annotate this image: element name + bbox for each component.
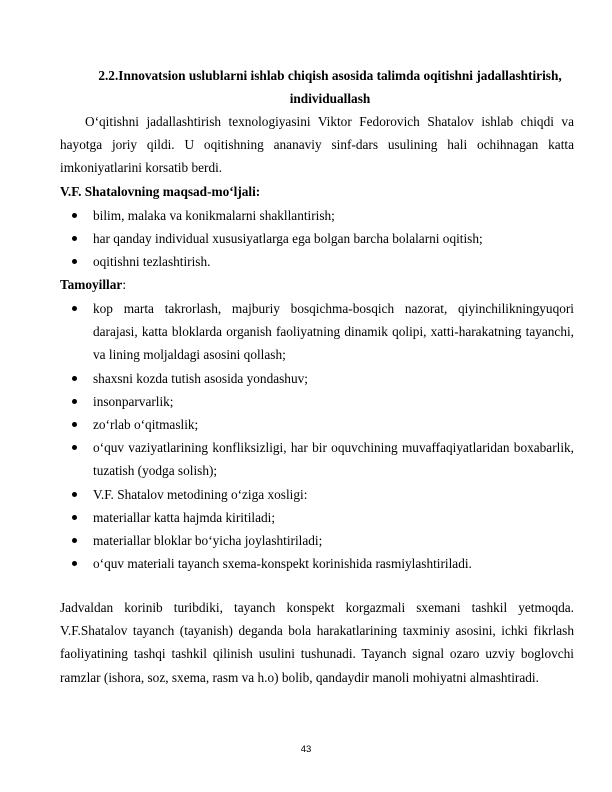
principle-text: materiallar bloklar bo‘yicha joylashtiriladi;: [93, 533, 323, 549]
principle-text: o‘quv materiali tayanch sxema-konspekt korinishida rasmiylashtiriladi.: [93, 556, 472, 572]
list-item: [60, 367, 574, 390]
goals-list: [60, 204, 574, 274]
bullet-icon: [72, 561, 77, 566]
bullet-icon: [72, 399, 77, 404]
bullet-icon: [72, 538, 77, 543]
goal-text: bilim, malaka va konikmalarni shakllantirish;: [93, 208, 335, 223]
page-number: 43: [300, 744, 312, 755]
list-item: [60, 436, 574, 482]
bullet-icon: [72, 376, 77, 381]
bullet-icon: [72, 306, 77, 311]
list-item: [60, 483, 574, 506]
list-item: [60, 390, 574, 413]
principle-text: V.F. Shatalov metodining o‘ziga xosligi:: [93, 486, 308, 502]
intro-paragraph: O‘qitishni jadallashtirish texnologiyasini Viktor Fedorovich Shatalov ishlab chiqdi va hayotga joriy qildi. U oqitishning ananaviy sinf-dars usulining hali ochihnagan katta imkoniyatlarini korsatib berdi.: [60, 114, 574, 176]
bullet-icon: [72, 236, 77, 241]
principle-text: materiallar katta hajmda kiritiladi;: [93, 509, 276, 525]
principles-title: Tamoyillar: [60, 277, 123, 292]
list-item: [60, 529, 574, 552]
goal-text: har qanday individual xususiyatlarga ega bolgan barcha bolalarni oqitish;: [93, 231, 483, 247]
bullet-icon: [72, 492, 77, 497]
goal-text: oqitishni tezlashtirish.: [93, 254, 211, 270]
bullet-icon: [72, 445, 77, 450]
bullet-icon: [72, 259, 77, 264]
bullet-icon: [72, 213, 77, 218]
list-item: [60, 297, 574, 367]
principle-text: o‘quv vaziyatlarining konfliksizligi, har bir oquvchining muvaffaqiyatlaridan boxabarlik, tuzatish (yodga solish);: [93, 440, 574, 479]
list-item: [60, 552, 574, 575]
bullet-icon: [72, 422, 77, 427]
list-item: [60, 204, 574, 227]
list-item: [60, 250, 574, 273]
section-heading-line-1: 2.2.Innovatsion uslublarni ishlab chiqish asosida talimda oqitishni jadallashtirish,: [98, 68, 562, 83]
bullet-icon: [72, 515, 77, 520]
list-item: [60, 227, 574, 250]
principles-title-colon: :: [122, 277, 127, 292]
principle-text: insonparvarlik;: [93, 393, 174, 409]
goals-title: V.F. Shatalovning maqsad-mo‘ljali:: [60, 184, 261, 199]
section-heading-line-2: individuallash: [289, 91, 371, 106]
closing-paragraph: Jadvaldan korinib turibdiki, tayanch konspekt korgazmali sxemani tashkil yetmoqda. V.F.Shatalov tayanch (tayanish) deganda bola harakatlarining taxminiy asosini, ichki fikrlash faoliyatining tashqi tashkil qilinish usulini tushunadi. Tayanch signal ozaro uzviy boglovchi ramzlar (ishora, soz, sxema, rasm va h.o) bolib, qandaydir manoli mohiyatni almashtiradi.: [60, 600, 574, 685]
list-item: [60, 413, 574, 436]
section-heading: [85, 64, 575, 110]
principle-text: kop marta takrorlash, majburiy bosqichma-bosqich nazorat, qiyinchilikningyuqori darajasi, katta bloklarda organish faoliyatning dinamik qolipi, xatti-harakatning tayanchi, va lining moljaldagi asosini qollash;: [93, 301, 574, 363]
principles-title-line: [60, 273, 126, 296]
principles-list: [60, 297, 574, 575]
principle-text: shaxsni kozda tutish asosida yondashuv;: [93, 370, 308, 386]
list-item: [60, 506, 574, 529]
principle-text: zo‘rlab o‘qitmaslik;: [93, 417, 199, 433]
